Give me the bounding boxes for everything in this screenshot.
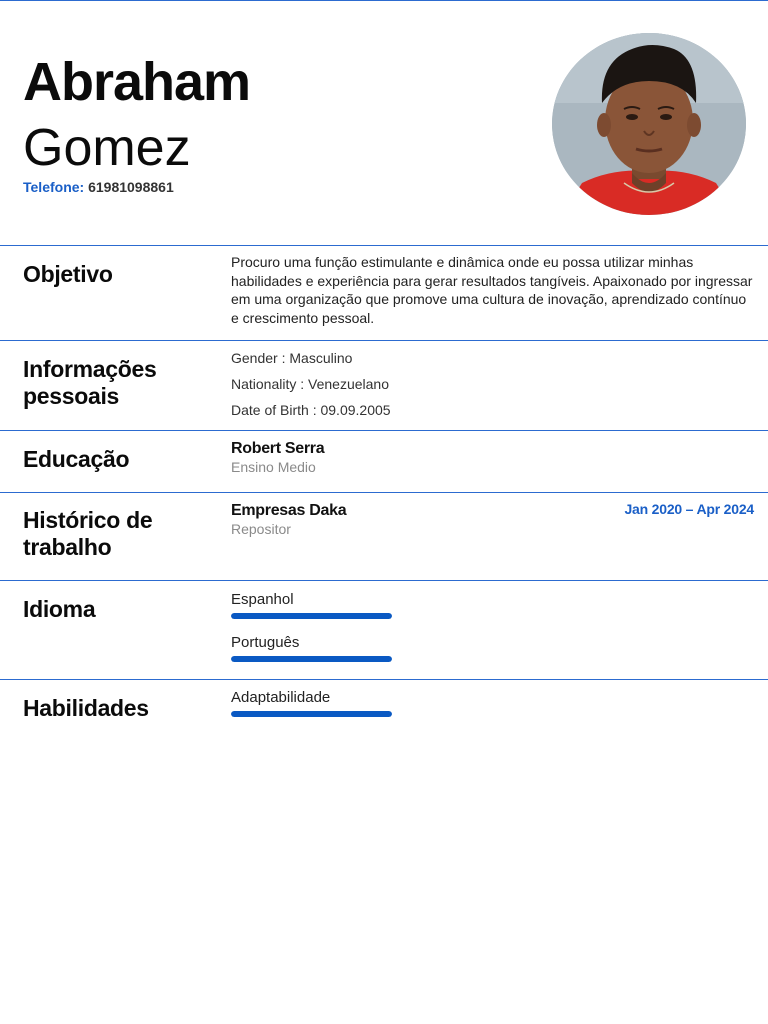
section-work [0,492,768,581]
profile-photo-illustration [552,33,746,215]
last-name: Gomez [23,119,191,177]
education-title: Educação [23,446,130,472]
profile-photo [552,33,746,215]
resume-header [0,0,768,246]
language-item [231,634,754,677]
work-body [231,501,754,537]
language-level-bar [231,656,392,662]
section-languages [0,580,768,680]
section-education [0,430,768,493]
work-company: Empresas Daka [231,502,347,519]
personal-title: Informações pessoais [23,356,157,409]
skill-level-fill [231,711,392,717]
education-school: Robert Serra [231,440,325,457]
phone-value: 61981098861 [88,179,174,195]
section-objective [0,245,768,341]
language-level-bar [231,613,392,619]
languages-title: Idioma [23,596,96,622]
language-name: Português [231,634,300,651]
language-level-fill [231,613,392,619]
work-title: Histórico de trabalho [23,507,153,560]
skills-body [231,689,754,732]
language-level-fill [231,656,392,662]
objective-text: Procuro uma função estimulante e dinâmica onde eu possa utilizar minhas habilidades e experiência para gerar resultados tangíveis. Apaixonado por ingressar em uma organização que promove uma cultura de inovação, aprendizado contínuo e crescimento pessoal. [231,254,753,326]
education-body [231,439,754,475]
skill-item [231,689,754,732]
section-personal [0,340,768,431]
personal-gender: Gender : Masculino [231,350,353,366]
skills-title: Habilidades [23,695,149,721]
personal-body [231,349,754,427]
first-name: Abraham [23,52,251,112]
objective-body [231,253,754,327]
skill-name: Adaptabilidade [231,689,331,706]
languages-body [231,591,754,677]
phone-line [23,178,174,196]
personal-birthdate: Date of Birth : 09.09.2005 [231,402,391,418]
phone-label: Telefone: [23,179,85,195]
language-item [231,591,754,634]
skill-level-bar [231,711,392,717]
education-level: Ensino Medio [231,459,316,475]
language-name: Espanhol [231,591,294,608]
objective-title: Objetivo [23,261,113,287]
personal-nationality: Nationality : Venezuelano [231,376,389,392]
work-role: Repositor [231,521,291,537]
section-skills [0,679,768,739]
work-dates: Jan 2020 – Apr 2024 [624,501,754,517]
